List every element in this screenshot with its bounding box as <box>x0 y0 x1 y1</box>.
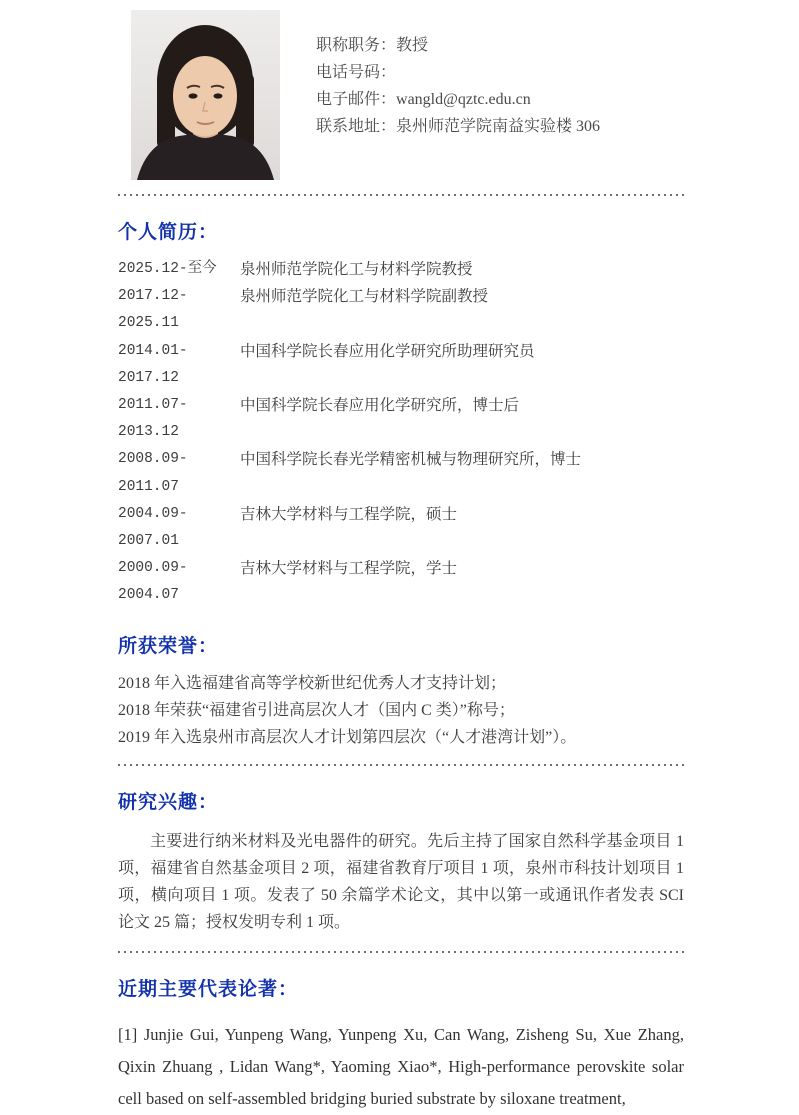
timeline-period: 2004.09-2007.01 <box>118 505 188 550</box>
section-heading-interests: 研究兴趣： <box>118 791 219 813</box>
dotted-divider <box>118 950 684 953</box>
timeline-period: 2000.09-2004.07 <box>118 560 188 604</box>
timeline-desc: 中国科学院长春应用化学研究所助理研究员 <box>240 342 535 360</box>
timeline-entry <box>118 446 684 500</box>
timeline-desc: 泉州师范学院化工与材料学院教授 <box>240 261 473 278</box>
contact-row-address <box>316 113 600 140</box>
timeline-entry <box>118 501 684 555</box>
section-heading-resume: 个人简历： <box>118 222 219 243</box>
timeline-entry <box>118 555 684 609</box>
timeline-period: 2011.07-2013.12 <box>118 397 188 441</box>
contact-label: 联系地址： <box>316 118 397 135</box>
contact-email-value: wangld@qztc.edu.cn <box>396 91 531 108</box>
honor-item: 2018 年入选福建省高等学校新世纪优秀人才支持计划； <box>118 674 507 692</box>
resume-timeline <box>118 256 684 610</box>
honors-list <box>118 670 684 751</box>
honor-item: 2019 年入选泉州市高层次人才计划第四层次（“人才港湾计划”）。 <box>118 728 577 746</box>
profile-photo <box>131 10 280 180</box>
contact-value: 教授 <box>396 37 429 54</box>
timeline-desc: 吉林大学材料与工程学院，学士 <box>240 560 458 578</box>
timeline-desc: 吉林大学材料与工程学院，硕士 <box>240 505 458 523</box>
publication-item: [1] Junjie Gui, Yunpeng Wang, Yunpeng Xu, Can Wang, Zisheng Su, Xue Zhang, Qixin Zhuang , Lidan Wang*, Yaoming Xiao*, High-performance perovskite solar cell based on self-assembled bridging buried substrate by siloxane treatment, <box>118 1024 684 1108</box>
section-heading-publications: 近期主要代表论著： <box>118 978 299 1000</box>
contact-row-phone <box>316 59 600 86</box>
portrait-illustration <box>131 10 280 180</box>
contact-row-title <box>316 32 600 59</box>
dotted-divider <box>118 193 684 196</box>
honor-item: 2018 年荣获“福建省引进高层次人才（国内 C 类）”称号； <box>118 701 515 719</box>
dotted-divider <box>118 763 684 766</box>
contact-value: 泉州师范学院南益实验楼 306 <box>396 118 601 135</box>
contact-info <box>316 10 600 140</box>
timeline-desc: 泉州师范学院化工与材料学院副教授 <box>240 288 489 306</box>
research-interests-paragraph: 主要进行纳米材料及光电器件的研究。先后主持了国家自然科学基金项目 1 项，福建省自然基金项目 2 项，福建省教育厅项目 1 项，泉州市科技计划项目 1 项，横向项目 1 项。发表了 50 余篇学术论文，其中以第一或通讯作者发表 SCI 论文 25 篇；授权发明专利 1 项。 <box>118 832 684 931</box>
timeline-period: 2025.12-至今 <box>118 261 217 277</box>
contact-row-email <box>316 86 600 113</box>
timeline-period: 2014.01-2017.12 <box>118 342 188 386</box>
contact-label: 电话号码： <box>316 64 397 81</box>
timeline-desc: 中国科学院长春光学精密机械与物理研究所，博士 <box>240 451 582 469</box>
timeline-desc: 中国科学院长春应用化学研究所，博士后 <box>240 397 520 415</box>
contact-label: 电子邮件： <box>316 91 397 108</box>
contact-label: 职称职务： <box>316 37 397 54</box>
timeline-period: 2017.12-2025.11 <box>118 288 188 332</box>
profile-header <box>118 10 684 180</box>
timeline-entry <box>118 283 684 337</box>
section-heading-honors: 所获荣誉： <box>118 635 219 657</box>
timeline-entry <box>118 392 684 446</box>
timeline-entry <box>118 256 684 283</box>
timeline-period: 2008.09-2011.07 <box>118 451 188 495</box>
timeline-entry <box>118 338 684 392</box>
